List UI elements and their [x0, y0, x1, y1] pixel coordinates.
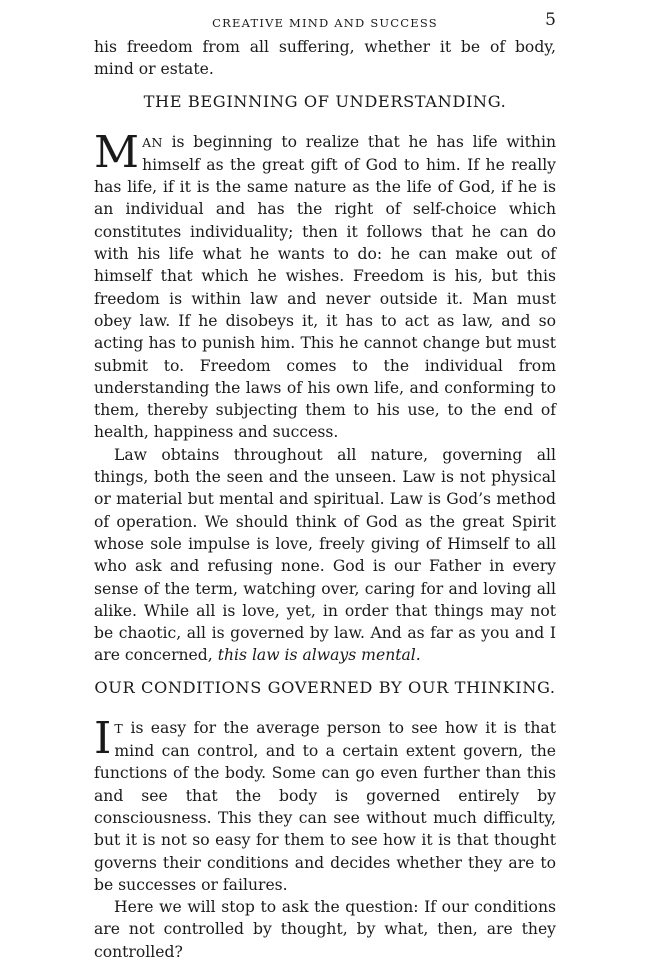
small-caps-lead: T [114, 720, 124, 736]
drop-cap-m: M [94, 126, 140, 178]
small-caps-lead: AN [142, 134, 163, 150]
intro-paragraph: his freedom from all suffering, whether it be of body, mind or estate. [94, 38, 556, 79]
section-heading-understanding: THE BEGINNING OF UNDERSTANDING. [143, 91, 507, 111]
section2-paragraph-1 [94, 712, 556, 896]
section1-paragraph-1-text: is beginning to realize that he has life within himself as the great gift of God to him. If he really has life, if it is the same nature as the life of God, if he is an individual and has the right of self-choice which constitutes individuality; then it follows that he can do with his life what he wants to do: he can make out of himself that which he wishes. Freedom is his, but this freedom is within law and never outside it. Man must obey law. If he disobeys it, it has to act as law, and so acting has to punish him. This he cannot change but must submit to. Freedom comes to the individual from understanding the laws of his own life, and conforming to them, thereby subjecting them to his use, to the end of health, happiness and success. [94, 132, 556, 442]
section-heading-conditions: OUR CONDITIONS GOVERNED BY OUR THINKING. [94, 677, 556, 697]
running-head-title: CREATIVE MIND AND SUCCESS [212, 16, 438, 30]
section1-paragraph-2 [94, 444, 556, 667]
section1-paragraph-2-text: Law obtains throughout all nature, governing all things, both the seen and the unseen. Law is not physical or material but mental and spiritual. Law is God’s method of operation. We should think of God as the great Spirit whose sole impulse is love, freely giving of Himself to all who ask and refusing none. God is our Father in every sense of the term, watching over, caring for and loving all alike. While all is love, yet, in order that things may not be chaotic, all is governed by law. And as far as you and I are concerned, [94, 445, 556, 665]
italic-emphasis: this law is always mental. [217, 646, 421, 665]
section2-paragraph-2: Here we will stop to ask the question: If our conditions are not controlled by thought, by what, then, are they controlled? [94, 898, 556, 961]
section2-paragraph-1-text: is easy for the average person to see how it is that mind can control, and to a certain extent govern, the functions of the body. Some can go even further than this and see that the body is governed entirely by consciousness. This they can see without much difficulty, but it is not so easy for them to see how it is that thought governs their conditions and decides whether they are to be successes or failures. [94, 718, 556, 894]
drop-cap-i: I [94, 712, 112, 764]
running-head [94, 10, 556, 36]
section1-paragraph-1 [94, 126, 556, 444]
page-number: 5 [545, 10, 556, 30]
